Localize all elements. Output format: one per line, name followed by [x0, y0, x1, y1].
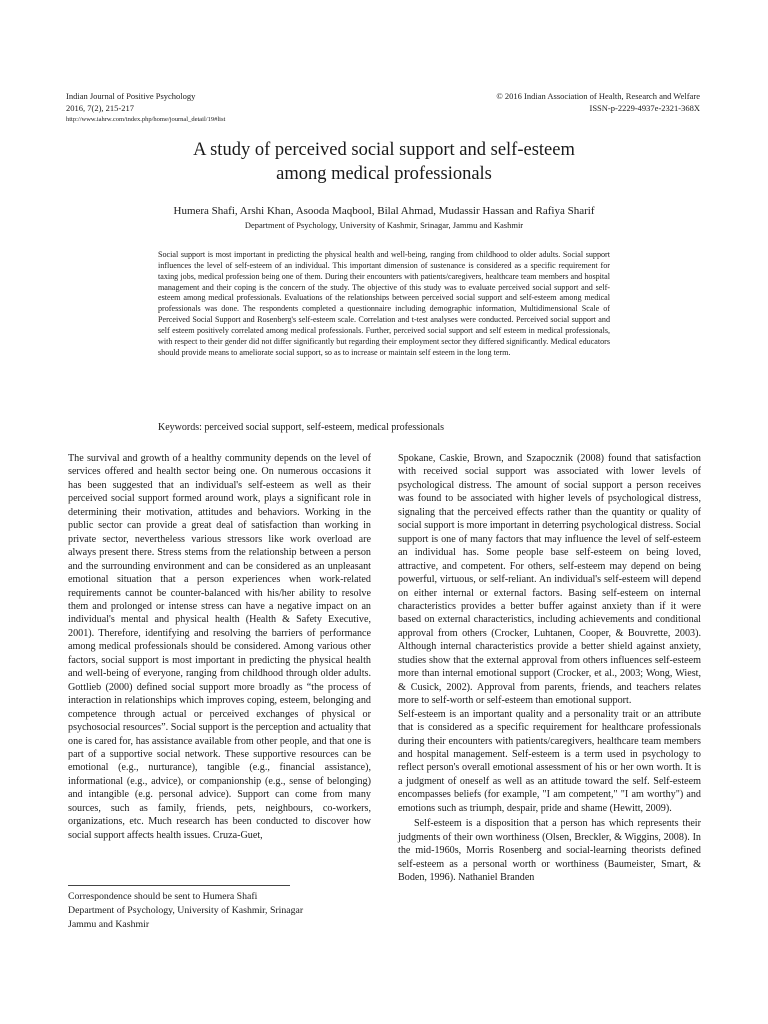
footnote-divider	[68, 885, 290, 886]
correspondence-footnote	[68, 890, 303, 932]
body-paragraph: Self-esteem is a disposition that a person has which represents their judgments of their own worthiness (Olsen, Breckler, & Wiggins, 2008). In the mid-1960s, Morris Rosenberg and social-learning theorists defined self-esteem as a personal worth or worthiness (Baumeister, Smart, & Boden, 1996). Nathaniel Branden	[398, 818, 701, 884]
footnote-line: Correspondence should be sent to Humera Shafi	[68, 891, 258, 902]
paper-title-line-2: among medical professionals	[276, 164, 492, 184]
abstract: Social support is most important in predicting the physical health and well-being, ranging from childhood to older adults. Social support influences the level of self-esteem of an individual. This important dimension of sustenance is considered as a specific requirement for taxing jobs, medical profession being one of them. During their encounters with patients/caregivers, healthcare team members and hospital management and their coping is the concern of the study. The objective of this study was to evaluate perceived social support and self-esteem among medical professionals. Evaluations of the relationships between perceived social support and self-esteem among medical professionals was done. The respondents completed a questionnaire including demographic information, Multidimensional Scale of Perceived Social Support and Rosenberg's self-esteem scale. Correlation and t-test analyses were conducted. Perceived social support and self esteem positively correlated among medical professionals. Further, perceived social support and self esteem in medical professionals, with respect to their gender did not differ significantly but regarding their employment sector they differed significantly. Medical educators should provide means to ameliorate social support, so as to increase or maintain self esteem in the long term.	[158, 250, 610, 357]
journal-header	[66, 90, 225, 125]
keywords: Keywords: perceived social support, self-esteem, medical professionals	[158, 422, 445, 433]
paper-title-line-1: A study of perceived social support and self-esteem	[193, 140, 575, 160]
footnote-line: Department of Psychology, University of Kashmir, Srinagar	[68, 905, 304, 916]
issn-number: ISSN-p-2229-4937e-2321-368X	[589, 103, 700, 113]
copyright-notice: © 2016 Indian Association of Health, Research and Welfare	[496, 91, 700, 101]
journal-name: Indian Journal of Positive Psychology	[66, 91, 196, 101]
journal-issue: 2016, 7(2), 215-217	[66, 103, 134, 113]
body-paragraph: Self-esteem is an important quality and a personality trait or an attribute that is considered as a specific requirement for healthcare professionals during their encounters with patients/caregivers, healthcare team members and hospital management. Self-esteem is a term used in psychology to reflect person's overall emotional assessment of his or her own worth. It is a judgment of oneself as well as an attitude toward the self. Self-esteem encompasses beliefs (for example, "I am competent," "I am worthy") and emotions such as triumph, despair, pride and shame (Hewitt, 2009).	[398, 708, 701, 814]
author-list: Humera Shafi, Arshi Khan, Asooda Maqbool, Bilal Ahmad, Mudassir Hassan and Rafiya Sharif	[173, 205, 595, 217]
author-affiliation: Department of Psychology, University of Kashmir, Srinagar, Jammu and Kashmir	[244, 220, 524, 230]
journal-url-link[interactable]: http://www.iahrw.com/index.php/home/journal_detail/19#list	[66, 116, 226, 123]
body-column-right	[398, 452, 701, 885]
body-column-left	[68, 452, 371, 842]
body-paragraph: Spokane, Caskie, Brown, and Szapocznik (2008) found that satisfaction with received social support was associated with lower levels of psychological distress. The amount of social support a person receives was found to be associated with higher levels of psychological distress, signaling that the perceived effects rather than the quantity or quality of social support is more important in deterring psychological distress. Social support is one of many factors that may influence the level of self-esteem an individual has. Some people base self-esteem on being loved, attractive, and competent. For others, self-esteem may depend on being powerful, virtuous, or self-reliant. An individual's self-esteem will depend on either internal or external factors. Basing self-esteem on internal characteristics provides a better buffer against anxiety than if it were based on external characteristics, including achievements and conditional approval from others (Crocker, Luhtanen, Cooper, & Bouvrette, 2003). Although internal characteristics provide a better shield against anxiety, studies show that the external approval from others influences self-esteem more than internal emotional support (Crocker, et al., 2003; Wong, Wiest, & Cusick, 2002). Approval from parents, friends, and teachers relates more to self-worth or self-esteem than emotional support.	[398, 453, 701, 707]
footnote-line: Jammu and Kashmir	[68, 919, 150, 930]
copyright-header	[496, 90, 700, 114]
paper-title	[0, 138, 768, 186]
body-paragraph: The survival and growth of a healthy community depends on the level of services offered and health sector being one. On numerous occasions it has been suggested that an individual's self-esteem as well as their perceived social support formed around work, plays a significant role in determining their motivation, attitudes and behaviors. Working in the public sector can provide a great deal of satisfaction than working in private sector, nevertheless various stressors like work overload are always present there. Stress stems from the relationship between a person and the surrounding environment and can be considered as an unpleasant emotional situation that a person experiences when work-related requirements cannot be counter-balanced with his/her ability to resolve them and prolonged or intense stress can have a negative impact on an individual's mental and physical health (Health & Safety Executive, 2001). Therefore, identifying and resolving the barriers of performance among medical professionals should be considered. Among various other factors, social support is most important in predicting the physical health and well-being of everyone, ranging from childhood through older adults. Gottlieb (2000) defined social support more broadly as “the process of interaction in relationships which improves coping, esteem, belonging and competence through actual or perceived exchanges of physical or psychosocial resources”. Social support is the perception and actuality that one is cared for, has assistance available from other people, and that one is part of a supportive social network. These supportive resources can be emotional (e.g., nurturance), tangible (e.g., financial assistance), informational (e.g., advice), or companionship (e.g., sense of belonging) and intangible (e.g. personal advice). Support can come from many sources, such as family, friends, pets, neighbours, co-workers, organizations, etc. Much research has been conducted to discover how social support affects health issues. Cruza-Guet,	[68, 453, 371, 841]
